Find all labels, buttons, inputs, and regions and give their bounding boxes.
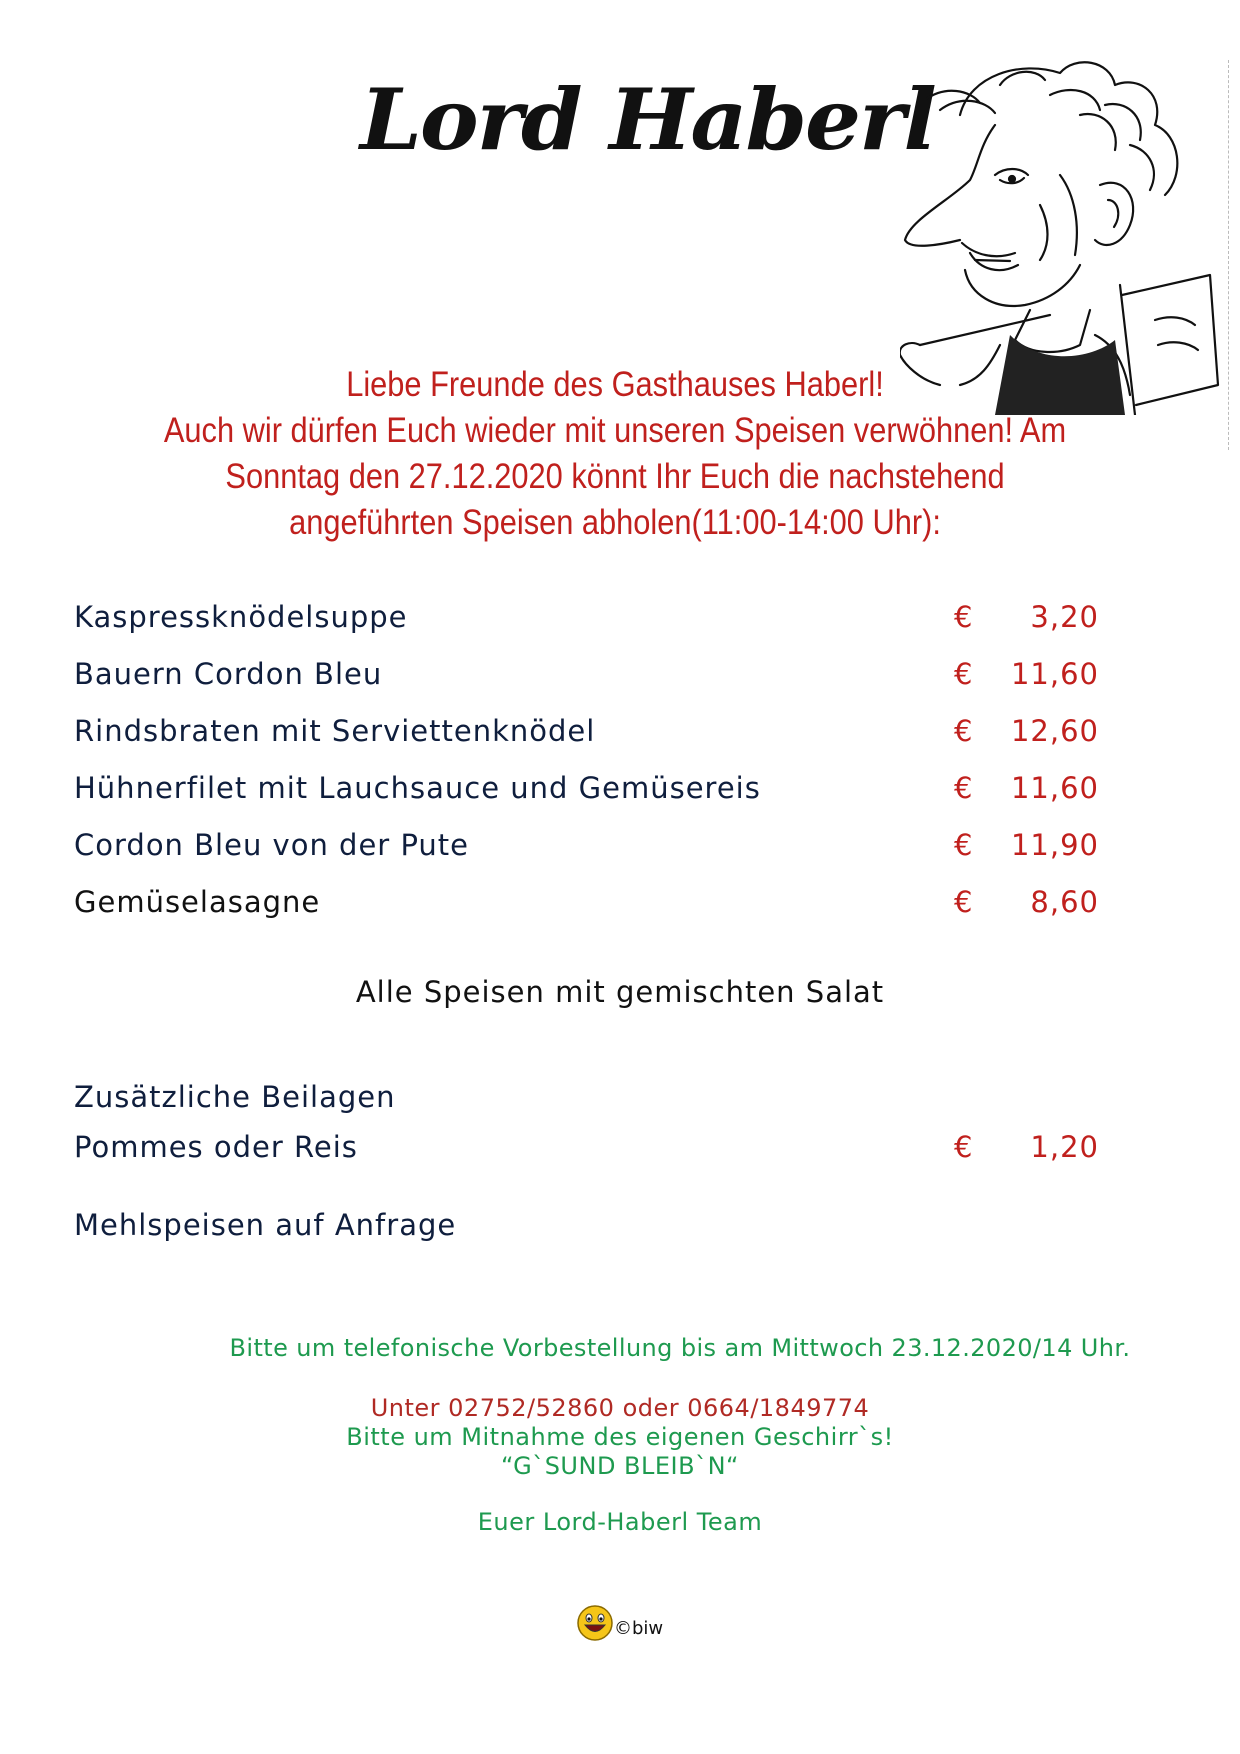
- salad-note: Alle Speisen mit gemischten Salat: [355, 975, 885, 1009]
- phone-numbers: Unter 02752/52860 oder 0664/1849774: [370, 1394, 870, 1422]
- item-name: Cordon Bleu von der Pute: [74, 828, 470, 862]
- team-signoff: Euer Lord-Haberl Team: [477, 1508, 763, 1536]
- margin-rule: [1228, 60, 1230, 450]
- extras-title: Zusätzliche Beilagen: [74, 1080, 396, 1114]
- contact-block: [0, 1394, 1240, 1481]
- currency-symbol: €: [954, 657, 973, 691]
- item-price: 3,20: [1030, 600, 1099, 634]
- item-name: Bauern Cordon Bleu: [74, 657, 383, 691]
- item-price: 8,60: [1030, 885, 1099, 919]
- item-name: Rindsbraten mit Serviettenknödel: [74, 714, 596, 748]
- smiley-icon: [576, 1604, 614, 1642]
- copyright-text: ©biw: [614, 1618, 664, 1639]
- preorder-notice: Bitte um telefonische Vorbestellung bis am Mittwoch 23.12.2020/14 Uhr.: [229, 1334, 1131, 1362]
- menu-list: [74, 600, 1114, 942]
- intro-line: angeführten Speisen abholen(11:00-14:00 Uhr):: [289, 503, 941, 542]
- dishes-notice: Bitte um Mitnahme des eigenen Geschirr`s!: [346, 1423, 894, 1451]
- item-name: Kaspressknödelsuppe: [74, 600, 408, 634]
- currency-symbol: €: [954, 885, 973, 919]
- item-name: Hühnerfilet mit Lauchsauce und Gemüsereis: [74, 771, 761, 805]
- menu-item: [74, 714, 1114, 771]
- item-price: 1,20: [1030, 1130, 1099, 1164]
- menu-item: [74, 657, 1114, 714]
- menu-item: [74, 885, 1114, 942]
- menu-item: [74, 771, 1114, 828]
- item-name: Gemüselasagne: [74, 885, 321, 919]
- intro-line: Sonntag den 27.12.2020 könnt Ihr Euch die nachstehend: [225, 457, 1005, 496]
- currency-symbol: €: [954, 1130, 973, 1164]
- sweets-note: Mehlspeisen auf Anfrage: [74, 1208, 457, 1242]
- intro-text: [109, 362, 1121, 546]
- item-name: Pommes oder Reis: [74, 1130, 358, 1164]
- currency-symbol: €: [954, 600, 973, 634]
- slogan: “G`SUND BLEIB`N“: [501, 1452, 739, 1480]
- item-price: 11,90: [1010, 828, 1099, 862]
- currency-symbol: €: [954, 771, 973, 805]
- item-price: 12,60: [1010, 714, 1099, 748]
- restaurant-logo: Lord Haberl: [360, 70, 935, 169]
- intro-line: Auch wir dürfen Euch wieder mit unseren Speisen verwöhnen! Am: [163, 411, 1067, 450]
- caricature-drawing: [900, 55, 1230, 415]
- intro-line: Liebe Freunde des Gasthauses Haberl!: [346, 365, 884, 404]
- item-price: 11,60: [1010, 771, 1099, 805]
- menu-item: [74, 600, 1114, 657]
- item-price: 11,60: [1010, 657, 1099, 691]
- currency-symbol: €: [954, 828, 973, 862]
- menu-item: [74, 828, 1114, 885]
- extras-item: [74, 1130, 1114, 1170]
- currency-symbol: €: [954, 714, 973, 748]
